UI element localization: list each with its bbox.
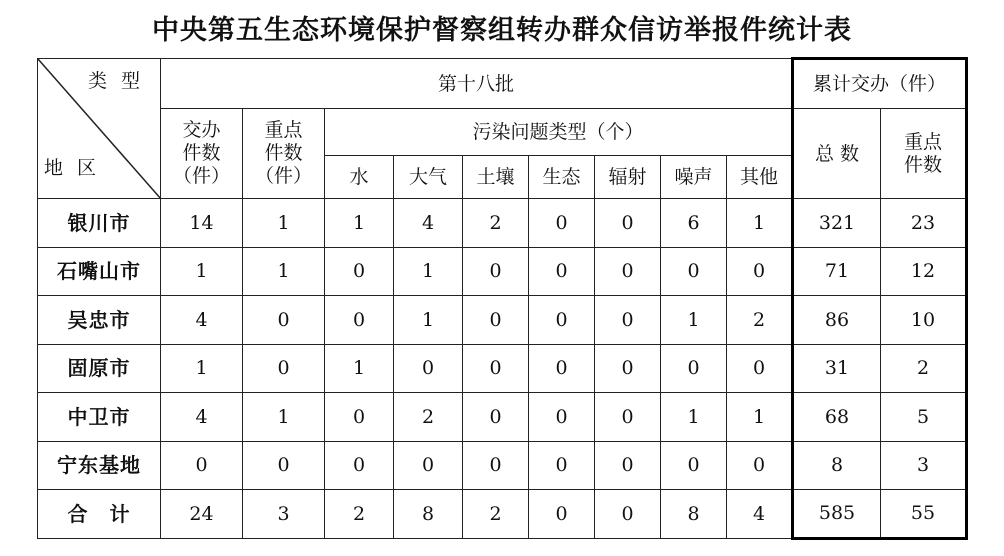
type-noise-cell: 6: [661, 199, 727, 248]
type-air-cell: 8: [394, 490, 463, 539]
pollution-types-header: 污染问题类型（个）: [325, 109, 793, 156]
batch-header: 第十八批: [161, 59, 793, 109]
key-count-cell: 0: [243, 441, 325, 490]
type-radiation-cell: 0: [595, 490, 661, 539]
type-water-cell: 0: [325, 296, 394, 345]
cumulative-total-cell: 86: [793, 296, 881, 345]
type-radiation-cell: 0: [595, 344, 661, 393]
table-row: [38, 441, 967, 490]
type-soil-header: 土壤: [463, 156, 529, 199]
key-count-header: 重点 件数 （件）: [243, 109, 325, 199]
type-ecology-cell: 0: [529, 199, 595, 248]
cumulative-key-cell: 12: [881, 247, 967, 296]
type-soil-cell: 2: [463, 199, 529, 248]
key-count-cell: 0: [243, 344, 325, 393]
type-soil-cell: 0: [463, 247, 529, 296]
type-radiation-cell: 0: [595, 393, 661, 442]
type-water-cell: 1: [325, 199, 394, 248]
type-ecology-cell: 0: [529, 344, 595, 393]
cumulative-key-cell: 3: [881, 441, 967, 490]
region-name: 吴忠市: [38, 296, 161, 345]
assigned-count-header: 交办 件数 （件）: [161, 109, 243, 199]
cumulative-key-cell: 55: [881, 490, 967, 539]
assigned-count-cell: 1: [161, 344, 243, 393]
type-radiation-cell: 0: [595, 247, 661, 296]
assigned-count-cell: 0: [161, 441, 243, 490]
type-noise-cell: 0: [661, 247, 727, 296]
type-air-cell: 2: [394, 393, 463, 442]
type-air-cell: 1: [394, 296, 463, 345]
type-soil-cell: 0: [463, 296, 529, 345]
cumulative-key-cell: 23: [881, 199, 967, 248]
type-other-cell: 4: [727, 490, 793, 539]
type-ecology-cell: 0: [529, 247, 595, 296]
type-air-cell: 4: [394, 199, 463, 248]
type-soil-cell: 0: [463, 441, 529, 490]
table-row: [38, 199, 967, 248]
cumulative-total-cell: 68: [793, 393, 881, 442]
type-air-cell: 0: [394, 441, 463, 490]
corner-type-label: 类型: [87, 70, 154, 92]
type-radiation-cell: 0: [595, 199, 661, 248]
cumulative-header: 累计交办（件）: [793, 59, 967, 109]
type-noise-header: 噪声: [661, 156, 727, 199]
assigned-count-cell: 4: [161, 393, 243, 442]
type-radiation-cell: 0: [595, 296, 661, 345]
type-radiation-header: 辐射: [595, 156, 661, 199]
cumulative-total-cell: 31: [793, 344, 881, 393]
type-water-cell: 0: [325, 247, 394, 296]
type-other-cell: 2: [727, 296, 793, 345]
assigned-count-cell: 1: [161, 247, 243, 296]
assigned-count-cell: 14: [161, 199, 243, 248]
region-name: 合 计: [38, 490, 161, 539]
type-soil-cell: 0: [463, 393, 529, 442]
type-water-cell: 1: [325, 344, 394, 393]
type-soil-cell: 0: [463, 344, 529, 393]
type-noise-cell: 0: [661, 344, 727, 393]
key-count-cell: 1: [243, 393, 325, 442]
type-radiation-cell: 0: [595, 441, 661, 490]
corner-region-label: 地区: [44, 157, 111, 179]
type-noise-cell: 1: [661, 393, 727, 442]
region-name: 固原市: [38, 344, 161, 393]
type-ecology-cell: 0: [529, 296, 595, 345]
region-name: 宁东基地: [38, 441, 161, 490]
type-air-cell: 0: [394, 344, 463, 393]
type-water-cell: 0: [325, 441, 394, 490]
type-air-cell: 1: [394, 247, 463, 296]
cumulative-key-cell: 5: [881, 393, 967, 442]
type-other-cell: 0: [727, 441, 793, 490]
corner-header: [38, 59, 161, 199]
type-soil-cell: 2: [463, 490, 529, 539]
type-ecology-cell: 0: [529, 490, 595, 539]
assigned-count-cell: 24: [161, 490, 243, 539]
region-name: 中卫市: [38, 393, 161, 442]
key-count-cell: 1: [243, 199, 325, 248]
type-air-header: 大气: [394, 156, 463, 199]
type-other-cell: 1: [727, 393, 793, 442]
type-noise-cell: 1: [661, 296, 727, 345]
type-noise-cell: 8: [661, 490, 727, 539]
cumulative-key-header: 重点 件数: [881, 109, 967, 199]
type-other-cell: 0: [727, 344, 793, 393]
type-water-cell: 0: [325, 393, 394, 442]
cumulative-total-cell: 8: [793, 441, 881, 490]
type-ecology-cell: 0: [529, 441, 595, 490]
type-noise-cell: 0: [661, 441, 727, 490]
cumulative-key-cell: 10: [881, 296, 967, 345]
type-other-header: 其他: [727, 156, 793, 199]
table-row: [38, 247, 967, 296]
type-water-header: 水: [325, 156, 394, 199]
type-other-cell: 0: [727, 247, 793, 296]
type-other-cell: 1: [727, 199, 793, 248]
table-row: [38, 490, 967, 539]
type-water-cell: 2: [325, 490, 394, 539]
region-name: 石嘴山市: [38, 247, 161, 296]
key-count-cell: 1: [243, 247, 325, 296]
cumulative-total-header: 总 数: [793, 109, 881, 199]
table-row: [38, 344, 967, 393]
type-ecology-header: 生态: [529, 156, 595, 199]
cumulative-total-cell: 321: [793, 199, 881, 248]
table-row: [38, 393, 967, 442]
type-ecology-cell: 0: [529, 393, 595, 442]
assigned-count-cell: 4: [161, 296, 243, 345]
cumulative-total-cell: 71: [793, 247, 881, 296]
statistics-table: [37, 57, 968, 540]
cumulative-total-cell: 585: [793, 490, 881, 539]
table-row: [38, 296, 967, 345]
cumulative-key-cell: 2: [881, 344, 967, 393]
key-count-cell: 3: [243, 490, 325, 539]
key-count-cell: 0: [243, 296, 325, 345]
region-name: 银川市: [38, 199, 161, 248]
page-title: 中央第五生态环境保护督察组转办群众信访举报件统计表: [152, 15, 852, 46]
